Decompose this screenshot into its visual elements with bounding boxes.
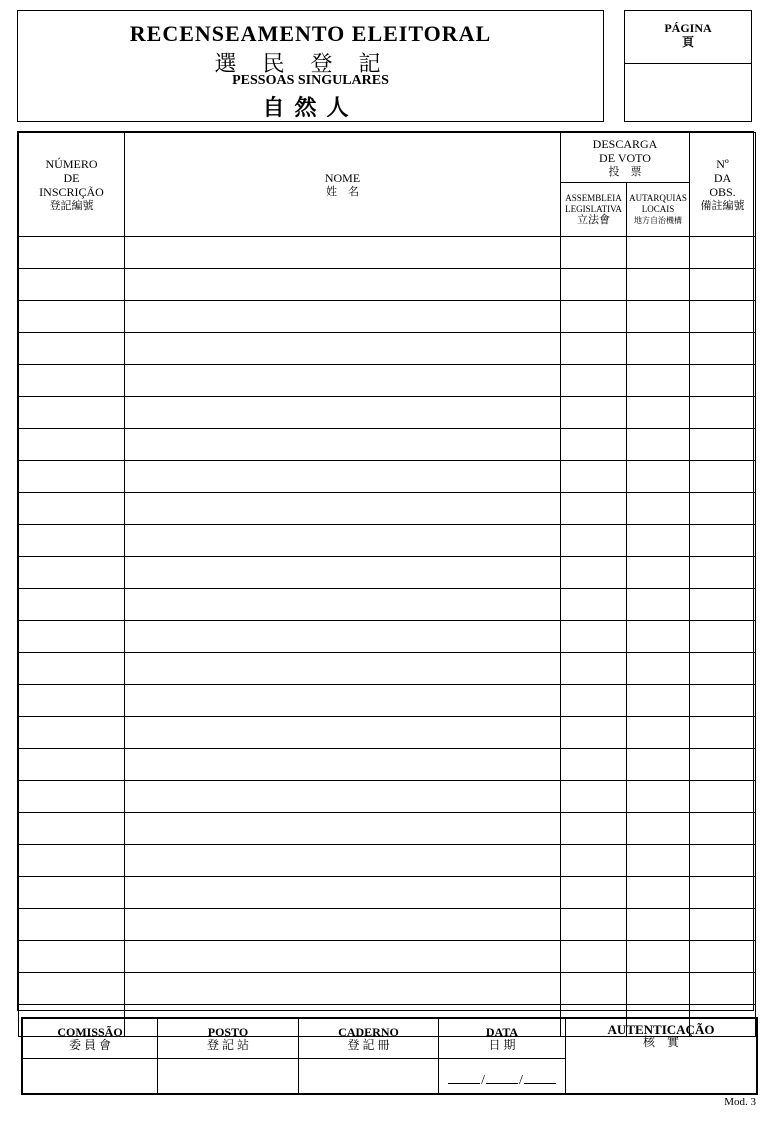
row-numero-cell[interactable] (19, 909, 125, 941)
row-obs-cell[interactable] (690, 749, 756, 781)
footer-posto-label (158, 1019, 299, 1059)
footer-box (21, 1017, 758, 1095)
row-assembleia-cell[interactable] (561, 461, 627, 493)
row-obs-cell[interactable] (690, 589, 756, 621)
register-row (19, 685, 756, 717)
row-obs-cell[interactable] (690, 685, 756, 717)
register-row (19, 845, 756, 877)
row-numero-cell[interactable] (19, 813, 125, 845)
row-obs-cell[interactable] (690, 397, 756, 429)
row-nome-cell[interactable] (125, 557, 561, 589)
row-obs-cell[interactable] (690, 653, 756, 685)
row-obs-cell[interactable] (690, 781, 756, 813)
row-numero-cell[interactable] (19, 237, 125, 269)
row-numero-cell[interactable] (19, 589, 125, 621)
footer-data-zh: 日 期 (488, 1037, 516, 1052)
page-label (625, 21, 751, 49)
row-nome-cell[interactable] (125, 653, 561, 685)
row-numero-cell[interactable] (19, 493, 125, 525)
footer-autenticacao-field[interactable] (566, 1019, 757, 1094)
header-nome (125, 133, 561, 237)
row-obs-cell[interactable] (690, 941, 756, 973)
row-obs-cell[interactable] (690, 493, 756, 525)
header-autarquias-zh: 地方自治機構 (634, 216, 682, 225)
row-assembleia-cell[interactable] (561, 877, 627, 909)
header-autarquias-line2: LOCAIS (641, 204, 675, 214)
row-assembleia-cell[interactable] (561, 749, 627, 781)
register-row (19, 365, 756, 397)
register-row (19, 909, 756, 941)
date-slash: / (519, 1073, 523, 1088)
row-assembleia-cell[interactable] (561, 237, 627, 269)
register-row (19, 717, 756, 749)
row-assembleia-cell[interactable] (561, 365, 627, 397)
row-numero-cell[interactable] (19, 781, 125, 813)
row-assembleia-cell[interactable] (561, 717, 627, 749)
register-row (19, 653, 756, 685)
row-assembleia-cell[interactable] (561, 429, 627, 461)
row-autarquias-cell[interactable] (627, 589, 690, 621)
form-model-number: Mod. 3 (724, 1096, 756, 1108)
register-row (19, 941, 756, 973)
row-nome-cell[interactable] (125, 717, 561, 749)
row-assembleia-cell[interactable] (561, 333, 627, 365)
footer-data-label (439, 1019, 566, 1059)
row-numero-cell[interactable] (19, 717, 125, 749)
row-nome-cell[interactable] (125, 237, 561, 269)
header-assembleia-zh: 立法會 (577, 214, 610, 226)
register-row (19, 429, 756, 461)
row-numero-cell[interactable] (19, 301, 125, 333)
header-numero-inscricao (19, 133, 125, 237)
row-assembleia-cell[interactable] (561, 557, 627, 589)
header-numero-line1: NÚMERO (45, 156, 98, 171)
row-assembleia-cell[interactable] (561, 813, 627, 845)
row-obs-cell[interactable] (690, 717, 756, 749)
date-day-line (448, 1073, 480, 1084)
footer-table (22, 1018, 757, 1094)
row-assembleia-cell[interactable] (561, 845, 627, 877)
register-row (19, 397, 756, 429)
row-numero-cell[interactable] (19, 333, 125, 365)
row-nome-cell[interactable] (125, 781, 561, 813)
header-obs (690, 133, 756, 237)
header-numero-zh: 登記編號 (49, 199, 94, 212)
register-row (19, 973, 756, 1005)
row-assembleia-cell[interactable] (561, 525, 627, 557)
register-row (19, 333, 756, 365)
header-obs-line3: OBS. (709, 184, 736, 199)
row-autarquias-cell[interactable] (627, 269, 690, 301)
register-table (18, 132, 756, 1037)
footer-caderno-pt: CADERNO (338, 1024, 399, 1039)
register-table-box (17, 131, 754, 1011)
header-nome-zh: 姓 名 (326, 185, 359, 198)
row-nome-cell[interactable] (125, 429, 561, 461)
row-assembleia-cell[interactable] (561, 301, 627, 333)
footer-posto-field[interactable] (158, 1059, 299, 1094)
row-numero-cell[interactable] (19, 941, 125, 973)
register-row (19, 557, 756, 589)
header-autarquias (627, 183, 690, 237)
row-autarquias-cell[interactable] (627, 397, 690, 429)
row-numero-cell[interactable] (19, 461, 125, 493)
row-obs-cell[interactable] (690, 301, 756, 333)
header-numero-line2: DE (63, 170, 80, 185)
row-autarquias-cell[interactable] (627, 749, 690, 781)
register-row (19, 525, 756, 557)
register-row (19, 237, 756, 269)
row-autarquias-cell[interactable] (627, 685, 690, 717)
subtitle-pt: PESSOAS SINGULARES (232, 73, 389, 88)
row-numero-cell[interactable] (19, 749, 125, 781)
header-assembleia-line1: ASSEMBLEIA (565, 193, 622, 203)
row-nome-cell[interactable] (125, 941, 561, 973)
row-nome-cell[interactable] (125, 909, 561, 941)
row-numero-cell[interactable] (19, 365, 125, 397)
header-obs-zh: 備註編號 (700, 199, 745, 212)
row-obs-cell[interactable] (690, 461, 756, 493)
header-descarga-line2: DE VOTO (599, 150, 651, 165)
row-autarquias-cell[interactable] (627, 429, 690, 461)
row-autarquias-cell[interactable] (627, 493, 690, 525)
row-autarquias-cell[interactable] (627, 877, 690, 909)
footer-autenticacao-zh: 核 實 (642, 1035, 679, 1049)
row-nome-cell[interactable] (125, 493, 561, 525)
footer-posto-pt: POSTO (207, 1024, 249, 1039)
row-autarquias-cell[interactable] (627, 973, 690, 1005)
date-year-line (524, 1073, 556, 1084)
row-autarquias-cell[interactable] (627, 621, 690, 653)
header-descarga-zh: 投 票 (608, 165, 642, 178)
row-assembleia-cell[interactable] (561, 941, 627, 973)
row-autarquias-cell[interactable] (627, 813, 690, 845)
row-obs-cell[interactable] (690, 909, 756, 941)
row-numero-cell[interactable] (19, 557, 125, 589)
form-title-box (17, 10, 604, 122)
row-obs-cell[interactable] (690, 621, 756, 653)
title-zh: 選民登記 (214, 51, 407, 76)
row-autarquias-cell[interactable] (627, 461, 690, 493)
register-row (19, 461, 756, 493)
row-assembleia-cell[interactable] (561, 269, 627, 301)
row-obs-cell[interactable] (690, 813, 756, 845)
header-nome-pt: NOME (324, 170, 361, 185)
footer-comissao-field[interactable] (23, 1059, 158, 1094)
row-nome-cell[interactable] (125, 525, 561, 557)
row-assembleia-cell[interactable] (561, 653, 627, 685)
row-nome-cell[interactable] (125, 749, 561, 781)
row-autarquias-cell[interactable] (627, 301, 690, 333)
row-obs-cell[interactable] (690, 429, 756, 461)
row-autarquias-cell[interactable] (627, 941, 690, 973)
header-descarga-voto (561, 133, 690, 183)
page-box-divider (625, 63, 751, 64)
header-obs-line2: DA (713, 170, 732, 185)
row-nome-cell[interactable] (125, 621, 561, 653)
row-numero-cell[interactable] (19, 525, 125, 557)
footer-data-pt: DATA (485, 1024, 519, 1039)
footer-comissao-label (23, 1019, 158, 1059)
register-row (19, 621, 756, 653)
register-row (19, 269, 756, 301)
row-autarquias-cell[interactable] (627, 781, 690, 813)
date-slash: / (481, 1073, 485, 1088)
header-obs-line1: Nº (716, 156, 729, 171)
row-nome-cell[interactable] (125, 333, 561, 365)
row-assembleia-cell[interactable] (561, 781, 627, 813)
header-descarga-line1: DESCARGA (592, 136, 658, 151)
row-nome-cell[interactable] (125, 973, 561, 1005)
date-month-line (486, 1073, 518, 1084)
page-label-pt: PÁGINA (664, 21, 712, 35)
footer-autenticacao-pt: AUTENTICAÇÃO (607, 1022, 715, 1037)
page-number-box (624, 10, 752, 122)
row-numero-cell[interactable] (19, 429, 125, 461)
footer-posto-zh: 登 記 站 (206, 1037, 249, 1052)
row-numero-cell[interactable] (19, 845, 125, 877)
row-autarquias-cell[interactable] (627, 525, 690, 557)
row-nome-cell[interactable] (125, 365, 561, 397)
row-autarquias-cell[interactable] (627, 653, 690, 685)
subtitle-zh: 自然人 (262, 95, 359, 120)
row-nome-cell[interactable] (125, 845, 561, 877)
register-row (19, 877, 756, 909)
row-assembleia-cell[interactable] (561, 973, 627, 1005)
row-assembleia-cell[interactable] (561, 493, 627, 525)
row-autarquias-cell[interactable] (627, 909, 690, 941)
row-nome-cell[interactable] (125, 813, 561, 845)
row-numero-cell[interactable] (19, 973, 125, 1005)
row-nome-cell[interactable] (125, 301, 561, 333)
row-nome-cell[interactable] (125, 685, 561, 717)
footer-caderno-zh: 登 記 冊 (347, 1037, 390, 1052)
row-obs-cell[interactable] (690, 845, 756, 877)
register-row (19, 749, 756, 781)
footer-caderno-label (299, 1019, 439, 1059)
row-autarquias-cell[interactable] (627, 365, 690, 397)
footer-caderno-field[interactable] (299, 1059, 439, 1094)
row-obs-cell[interactable] (690, 557, 756, 589)
register-row (19, 589, 756, 621)
footer-data-field[interactable] (439, 1059, 566, 1094)
row-nome-cell[interactable] (125, 877, 561, 909)
row-obs-cell[interactable] (690, 525, 756, 557)
row-nome-cell[interactable] (125, 461, 561, 493)
row-obs-cell[interactable] (690, 269, 756, 301)
row-nome-cell[interactable] (125, 397, 561, 429)
row-autarquias-cell[interactable] (627, 845, 690, 877)
header-numero-line3: INSCRIÇÃO (39, 184, 104, 199)
register-row (19, 781, 756, 813)
row-obs-cell[interactable] (690, 877, 756, 909)
header-autarquias-line1: AUTARQUIAS (629, 193, 687, 203)
footer-comissao-pt: COMISSÃO (57, 1024, 123, 1039)
row-nome-cell[interactable] (125, 269, 561, 301)
row-numero-cell[interactable] (19, 685, 125, 717)
register-row (19, 493, 756, 525)
row-autarquias-cell[interactable] (627, 237, 690, 269)
row-obs-cell[interactable] (690, 237, 756, 269)
page-label-zh: 頁 (681, 35, 694, 49)
row-numero-cell[interactable] (19, 621, 125, 653)
footer-comissao-zh: 委 員 會 (68, 1037, 111, 1052)
row-numero-cell[interactable] (19, 269, 125, 301)
row-assembleia-cell[interactable] (561, 685, 627, 717)
row-assembleia-cell[interactable] (561, 621, 627, 653)
register-row (19, 301, 756, 333)
row-numero-cell[interactable] (19, 397, 125, 429)
row-autarquias-cell[interactable] (627, 557, 690, 589)
row-obs-cell[interactable] (690, 333, 756, 365)
header-assembleia (561, 183, 627, 237)
row-nome-cell[interactable] (125, 589, 561, 621)
header-assembleia-line2: LEGISLATIVA (565, 204, 622, 214)
row-numero-cell[interactable] (19, 877, 125, 909)
row-assembleia-cell[interactable] (561, 397, 627, 429)
row-autarquias-cell[interactable] (627, 717, 690, 749)
row-obs-cell[interactable] (690, 365, 756, 397)
row-obs-cell[interactable] (690, 973, 756, 1005)
register-row (19, 813, 756, 845)
row-assembleia-cell[interactable] (561, 909, 627, 941)
title-pt: RECENSEAMENTO ELEITORAL (129, 21, 492, 46)
row-autarquias-cell[interactable] (627, 333, 690, 365)
row-numero-cell[interactable] (19, 653, 125, 685)
row-assembleia-cell[interactable] (561, 589, 627, 621)
